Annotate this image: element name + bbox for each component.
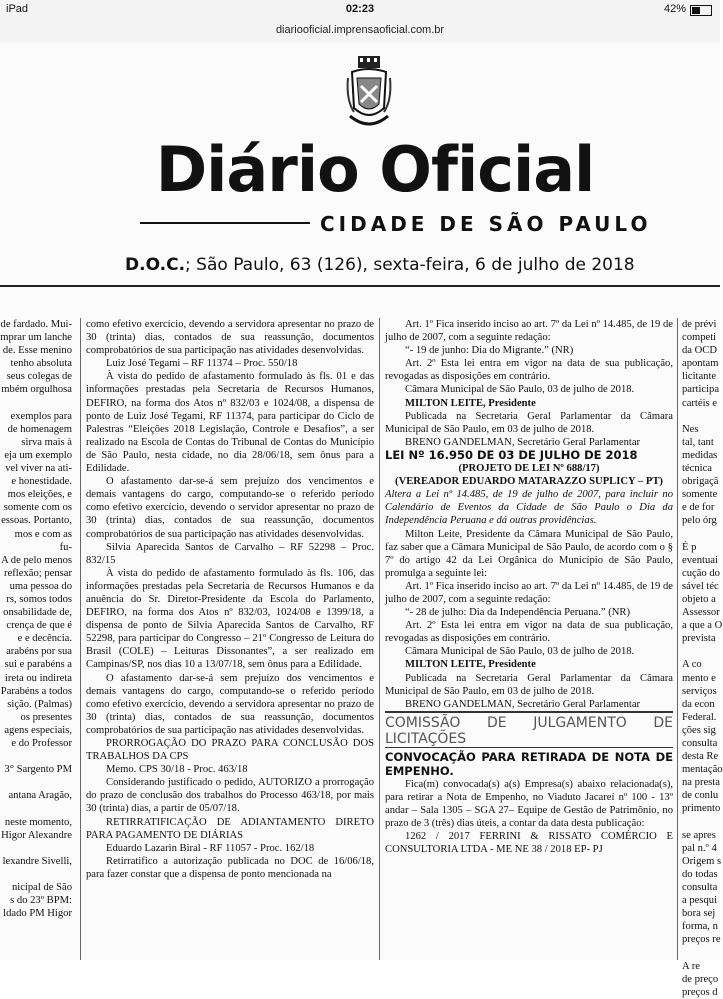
text-line: exemplos para	[10, 410, 72, 422]
text-line: essoas. Portanto,	[1, 515, 72, 527]
text-line: Federal.	[682, 711, 717, 723]
text-line: sirva mais à	[21, 436, 72, 448]
text-line: mentação	[682, 764, 723, 776]
text-line: competi	[682, 332, 717, 344]
text-line: cartéis e	[682, 397, 717, 409]
paragraph: Publicada na Secretaria Geral Parlamentar da Câmara Municipal de São Paulo, em 03 de julho de 2018.	[385, 410, 673, 435]
notice-heading: CONVOCAÇÃO PARA RETIRADA DE NOTA DE EMPENHO.	[385, 747, 673, 778]
text-line: somente	[682, 489, 718, 501]
text-line: seus colegas de	[6, 371, 72, 383]
text-line: sui e parabéns a	[4, 659, 72, 671]
battery-icon	[690, 5, 712, 16]
text-line: ções sig	[682, 724, 716, 736]
text-line: serviços	[682, 685, 717, 697]
paragraph: Câmara Municipal de São Paulo, 03 de julho de 2018.	[405, 646, 635, 658]
paragraph: “- 28 de julho: Dia da Independência Peruana.” (NR)	[405, 607, 631, 619]
text-line: bora sej	[682, 908, 716, 920]
text-line: mento e	[682, 672, 716, 684]
paragraph: O afastamento dar-se-á sem prejuízo dos vencimentos e demais vantagens do cargo, computando-se o referido período como efetivo exercício, devendo o servidor apresentar no prazo de 30 (trinta) dias, contados de sua reassunção, documentos comprobatórios de sua participação nas atividades desenvolvidas.	[86, 476, 374, 540]
text-line: tenho absoluta	[10, 358, 72, 370]
paragraph: “- 19 de junho: Dia do Migrante.” (NR)	[405, 345, 574, 357]
paragraph: RETIRRATIFICAÇÃO DE ADIANTAMENTO DIRETO PARA PAGAMENTO DE DIÁRIAS	[86, 816, 374, 841]
text-line: uma pessoa do	[9, 580, 72, 592]
text-line: prevista	[682, 633, 716, 645]
text-line: de conlu	[682, 790, 719, 802]
text-line: reflexão; pensar	[4, 567, 72, 579]
text-line: eja um exemplo	[4, 449, 72, 461]
paragraph: À vista do pedido de afastamento formulado às fls. 106, das informações prestadas pela Secretaria de Recursos Humanos e da anuência do Sr. Diretor-Presidente da Escola do Parlamento, DEFIRO, na forma dos Atos nº 832/03, 1024/08 e 1399/18, a dispensa de ponto de Silvia Aparecida Santos de Carvalho, RF 52298, para participar do Congresso – 21º Congresso de Leitura do Brasil (COLE) – Leituras Dissonantes”, a ser realizado em Campinas/SP, nos dias 10 a 13/07/18, sem ônus para a Edilidade.	[86, 567, 374, 671]
text-line	[0, 842, 72, 855]
text-line: tal, tant	[682, 436, 714, 448]
text-line: arabéns por sua	[6, 646, 72, 658]
device-label: iPad	[6, 3, 29, 15]
column-right	[385, 318, 673, 960]
text-line: da econ	[682, 698, 715, 710]
text-line: na presta	[682, 777, 720, 789]
text-line	[0, 750, 72, 763]
paragraph: Fica(m) convocada(s) a(s) Empresa(s) abaixo relacionada(s), para retirar a Nota de Empenho, no Viaduto Jacareí nº 100 - 13º andar – Sala 1305 – SGA 27– Equipe de Gestão de Patrimônio, no prazo de 3 (três) dias úteis, a contar da data desta publicação:	[385, 778, 673, 830]
paragraph: MILTON LEITE, Presidente	[405, 659, 536, 671]
paragraph: Milton Leite, Presidente da Câmara Municipal de São Paulo, faz saber que a Câmara Municipal de São Paulo, de acordo com o § 7º do artigo 42 da Lei Orgânica do Município de São Paulo, promulga a seguinte lei:	[385, 528, 673, 579]
text-line: mbém orgulhosa	[1, 384, 72, 396]
text-line: da OCD	[682, 345, 718, 357]
text-line: de fardado. Mui-	[0, 319, 72, 330]
issue-line	[125, 255, 635, 275]
text-line: vel viver na ati-	[5, 463, 72, 475]
text-line	[0, 776, 72, 789]
paragraph: Art. 1º Fica inserido inciso ao art. 7º da Lei nº 14.485, de 19 de julho de 2007, com a seguinte redação:	[385, 580, 673, 605]
text-line	[682, 410, 720, 423]
address-bar[interactable]: diariooficial.imprensaoficial.com.br	[0, 20, 720, 43]
masthead-rule	[140, 222, 310, 224]
paragraph: Art. 2º Esta lei entra em vigor na data de sua publicação, revogadas as disposições em contrário.	[385, 620, 673, 645]
text-line: mos e com as fu-	[14, 528, 72, 553]
text-line: de. Esse menino	[2, 345, 72, 357]
text-line: 3° Sargento PM	[4, 764, 72, 776]
text-line: Higor Alexandre	[1, 829, 72, 841]
paragraph: Eduardo Lazarin Biral - RF 11057 - Proc. 162/18	[106, 842, 315, 854]
text-line: de homenagem	[7, 423, 72, 435]
text-line: cução do	[682, 567, 720, 579]
text-line: Assessor	[682, 607, 720, 619]
column-left	[0, 318, 72, 960]
masthead-subtitle: CIDADE DE SÃO PAULO	[320, 212, 652, 236]
paragraph: MILTON LEITE, Presidente	[405, 397, 536, 409]
masthead-title: Diário Oficial	[155, 133, 595, 206]
header-rule	[0, 285, 720, 287]
text-line: Nes	[682, 423, 699, 435]
text-line: A de pelo menos	[1, 554, 72, 566]
paragraph: Considerando justificado o pedido, AUTORIZO a prorrogação do prazo de conclusão dos trabalhos do Processo 463/18, por mais 30 (trinta) dias, a partir de 05/07/18.	[86, 777, 374, 815]
paragraph: Altera a Lei nº 14.485, de 19 de julho de 2007, para incluir no Calendário de Eventos da Cidade de São Paulo o Dia da Independência Peruana e dá outras providências.	[385, 489, 673, 527]
text-line: ldado PM Higor	[3, 908, 72, 920]
doc-abbrev: D.O.C.	[125, 255, 186, 275]
text-line: nicipal de São	[11, 882, 72, 894]
text-line: a pesqui	[682, 895, 718, 907]
text-line: consulta	[682, 738, 718, 749]
text-line: neste momento,	[4, 816, 72, 828]
text-line: agens especiais,	[4, 724, 72, 736]
text-line: onsabilidade de,	[3, 607, 72, 619]
text-line: técnica	[682, 463, 712, 475]
text-line: de prévi	[682, 319, 717, 330]
text-line: apontam	[682, 358, 719, 370]
text-line: antana Aragão,	[8, 790, 72, 802]
paragraph: Art. 2º Esta lei entra em vigor na data de sua publicação, revogadas as disposições em contrário.	[385, 358, 673, 383]
text-line: se apres	[682, 829, 716, 841]
text-line	[0, 868, 72, 881]
paragraph: Publicada na Secretaria Geral Parlamentar da Câmara Municipal de São Paulo, em 03 de julho de 2018.	[385, 672, 673, 697]
text-line: medidas	[682, 449, 718, 461]
text-line: obrigaçã	[682, 476, 719, 488]
text-line: A co	[682, 659, 702, 671]
issue-details: ; São Paulo, 63 (126), sexta-feira, 6 de julho de 2018	[185, 255, 635, 275]
text-line: preços d	[682, 986, 718, 998]
text-line: A re	[682, 960, 700, 972]
text-line	[682, 528, 720, 541]
text-line: pal n.º 4	[682, 842, 717, 854]
text-line: do todas	[682, 868, 718, 880]
column-divider	[677, 318, 678, 960]
column-far-right	[682, 318, 723, 998]
text-line: primento	[682, 803, 721, 815]
text-line: desta Re	[682, 751, 719, 763]
text-line: e do Professor	[11, 738, 72, 749]
text-line: É p	[682, 541, 697, 553]
text-line: forma, n	[682, 921, 718, 933]
section-heading: COMISSÃO DE JULGAMENTO DE LICITAÇÕES	[385, 711, 673, 747]
text-line: ireta ou indireta	[4, 672, 72, 684]
column-divider	[379, 318, 380, 960]
text-line: sição. (Palmas)	[7, 698, 72, 710]
paragraph: BRENO GANDELMAN, Secretário Geral Parlamentar	[405, 436, 641, 448]
text-line: preços re	[682, 934, 721, 946]
status-bar	[0, 0, 720, 20]
text-line: e de for	[682, 502, 715, 514]
text-line: s do 23º BPM:	[10, 895, 72, 907]
text-line: pelo órg	[682, 515, 717, 527]
text-line: somente com os	[3, 502, 72, 514]
paragraph: À vista do pedido de afastamento formulado às fls. 01 e das informações prestadas pela Secretaria de Recursos Humanos, DEFIRO, na forma dos Atos nº 832/03 e 1024/08, a dispensa de ponto de Luiz José Tegami, RF 11374, para participar do Ciclo de Palestras “Eleições 2018 Legislação, Controle e Desafios”, a ser realizado na Escola de Contas do Tribunal de Contas do Município de São Paulo, nesta cidade, no dia 28/06/18, sem ônus para a Edilidade.	[86, 371, 374, 475]
city-crest-icon	[348, 56, 390, 138]
law-heading: LEI Nº 16.950 DE 03 DE JULHO DE 2018	[385, 447, 638, 462]
paragraph: (VEREADOR EDUARDO MATARAZZO SUPLICY – PT)	[395, 476, 663, 488]
text-line: objeto a	[682, 593, 716, 605]
text-line: de preço	[682, 973, 719, 985]
column-middle	[86, 318, 374, 960]
paragraph: PRORROGAÇÃO DO PRAZO PARA CONCLUSÃO DOS TRABALHOS DA CPS	[86, 738, 374, 763]
paragraph: Retirratifico a autorização publicada no DOC de 16/06/18, para fazer constar que a dispensa de ponto mencionada na	[86, 855, 374, 880]
text-line: participa	[682, 384, 720, 396]
text-line: crença de que é	[6, 620, 72, 632]
text-line: e e decência.	[17, 633, 72, 645]
text-line: sável téc	[682, 580, 719, 592]
text-line	[682, 947, 720, 960]
text-line: rs, somos todos	[6, 593, 72, 605]
paragraph: O afastamento dar-se-á sem prejuízo dos vencimentos e demais vantagens do cargo, computando-se o referido período como efetivo exercício, devendo a servidora apresentar no prazo de 30 (trinta) dias, contados de sua reassunção, documentos comprobatórios de sua participação nas atividades desenvolvidas.	[86, 672, 374, 736]
text-line: eventuai	[682, 554, 718, 566]
text-line: Parabéns a todos	[0, 685, 72, 697]
text-line	[682, 816, 720, 829]
battery-percent: 42%	[663, 3, 686, 15]
text-line	[0, 397, 72, 410]
text-line: e honestidade.	[11, 476, 72, 488]
paragraph: Câmara Municipal de São Paulo, 03 de julho de 2018.	[405, 384, 635, 396]
paragraph: 1262 / 2017 FERRINI & RISSATO COMÉRCIO E CONSULTORIA LTDA - ME NE 38 / 2018 EP- PJ	[385, 831, 673, 856]
text-line: mprar um lanche	[0, 332, 72, 344]
column-divider	[80, 318, 81, 960]
paragraph: como efetivo exercício, devendo a servidora apresentar no prazo de 30 (trinta) dias, contados de sua reassunção, documentos comprobatórios de sua participação nas atividades desenvolvidas.	[86, 319, 374, 357]
paragraph: BRENO GANDELMAN, Secretário Geral Parlamentar	[405, 698, 641, 710]
paragraph: Memo. CPS 30/18 - Proc. 463/18	[106, 764, 248, 776]
text-line: consulta	[682, 882, 718, 894]
paragraph: Silvia Aparecida Santos de Carvalho – RF 52298 – Proc. 832/15	[86, 541, 374, 566]
text-line	[0, 802, 72, 815]
text-line: Origem s	[682, 855, 722, 867]
text-line: os presentes	[20, 711, 72, 723]
paragraph: Art. 1º Fica inserido inciso ao art. 7º da Lei nº 14.485, de 19 de julho de 2007, com a seguinte redação:	[385, 319, 673, 344]
paragraph: (PROJETO DE LEI Nº 688/17)	[458, 463, 600, 475]
text-line: mos eleições, e	[7, 489, 72, 501]
text-line	[682, 645, 720, 658]
paragraph: Luiz José Tegami – RF 11374 – Proc. 550/18	[106, 358, 298, 370]
text-line: lexandre Sivelli,	[2, 855, 72, 867]
clock: 02:23	[345, 3, 375, 15]
text-line: licitante	[682, 371, 717, 383]
text-line: a que a O	[682, 620, 723, 632]
